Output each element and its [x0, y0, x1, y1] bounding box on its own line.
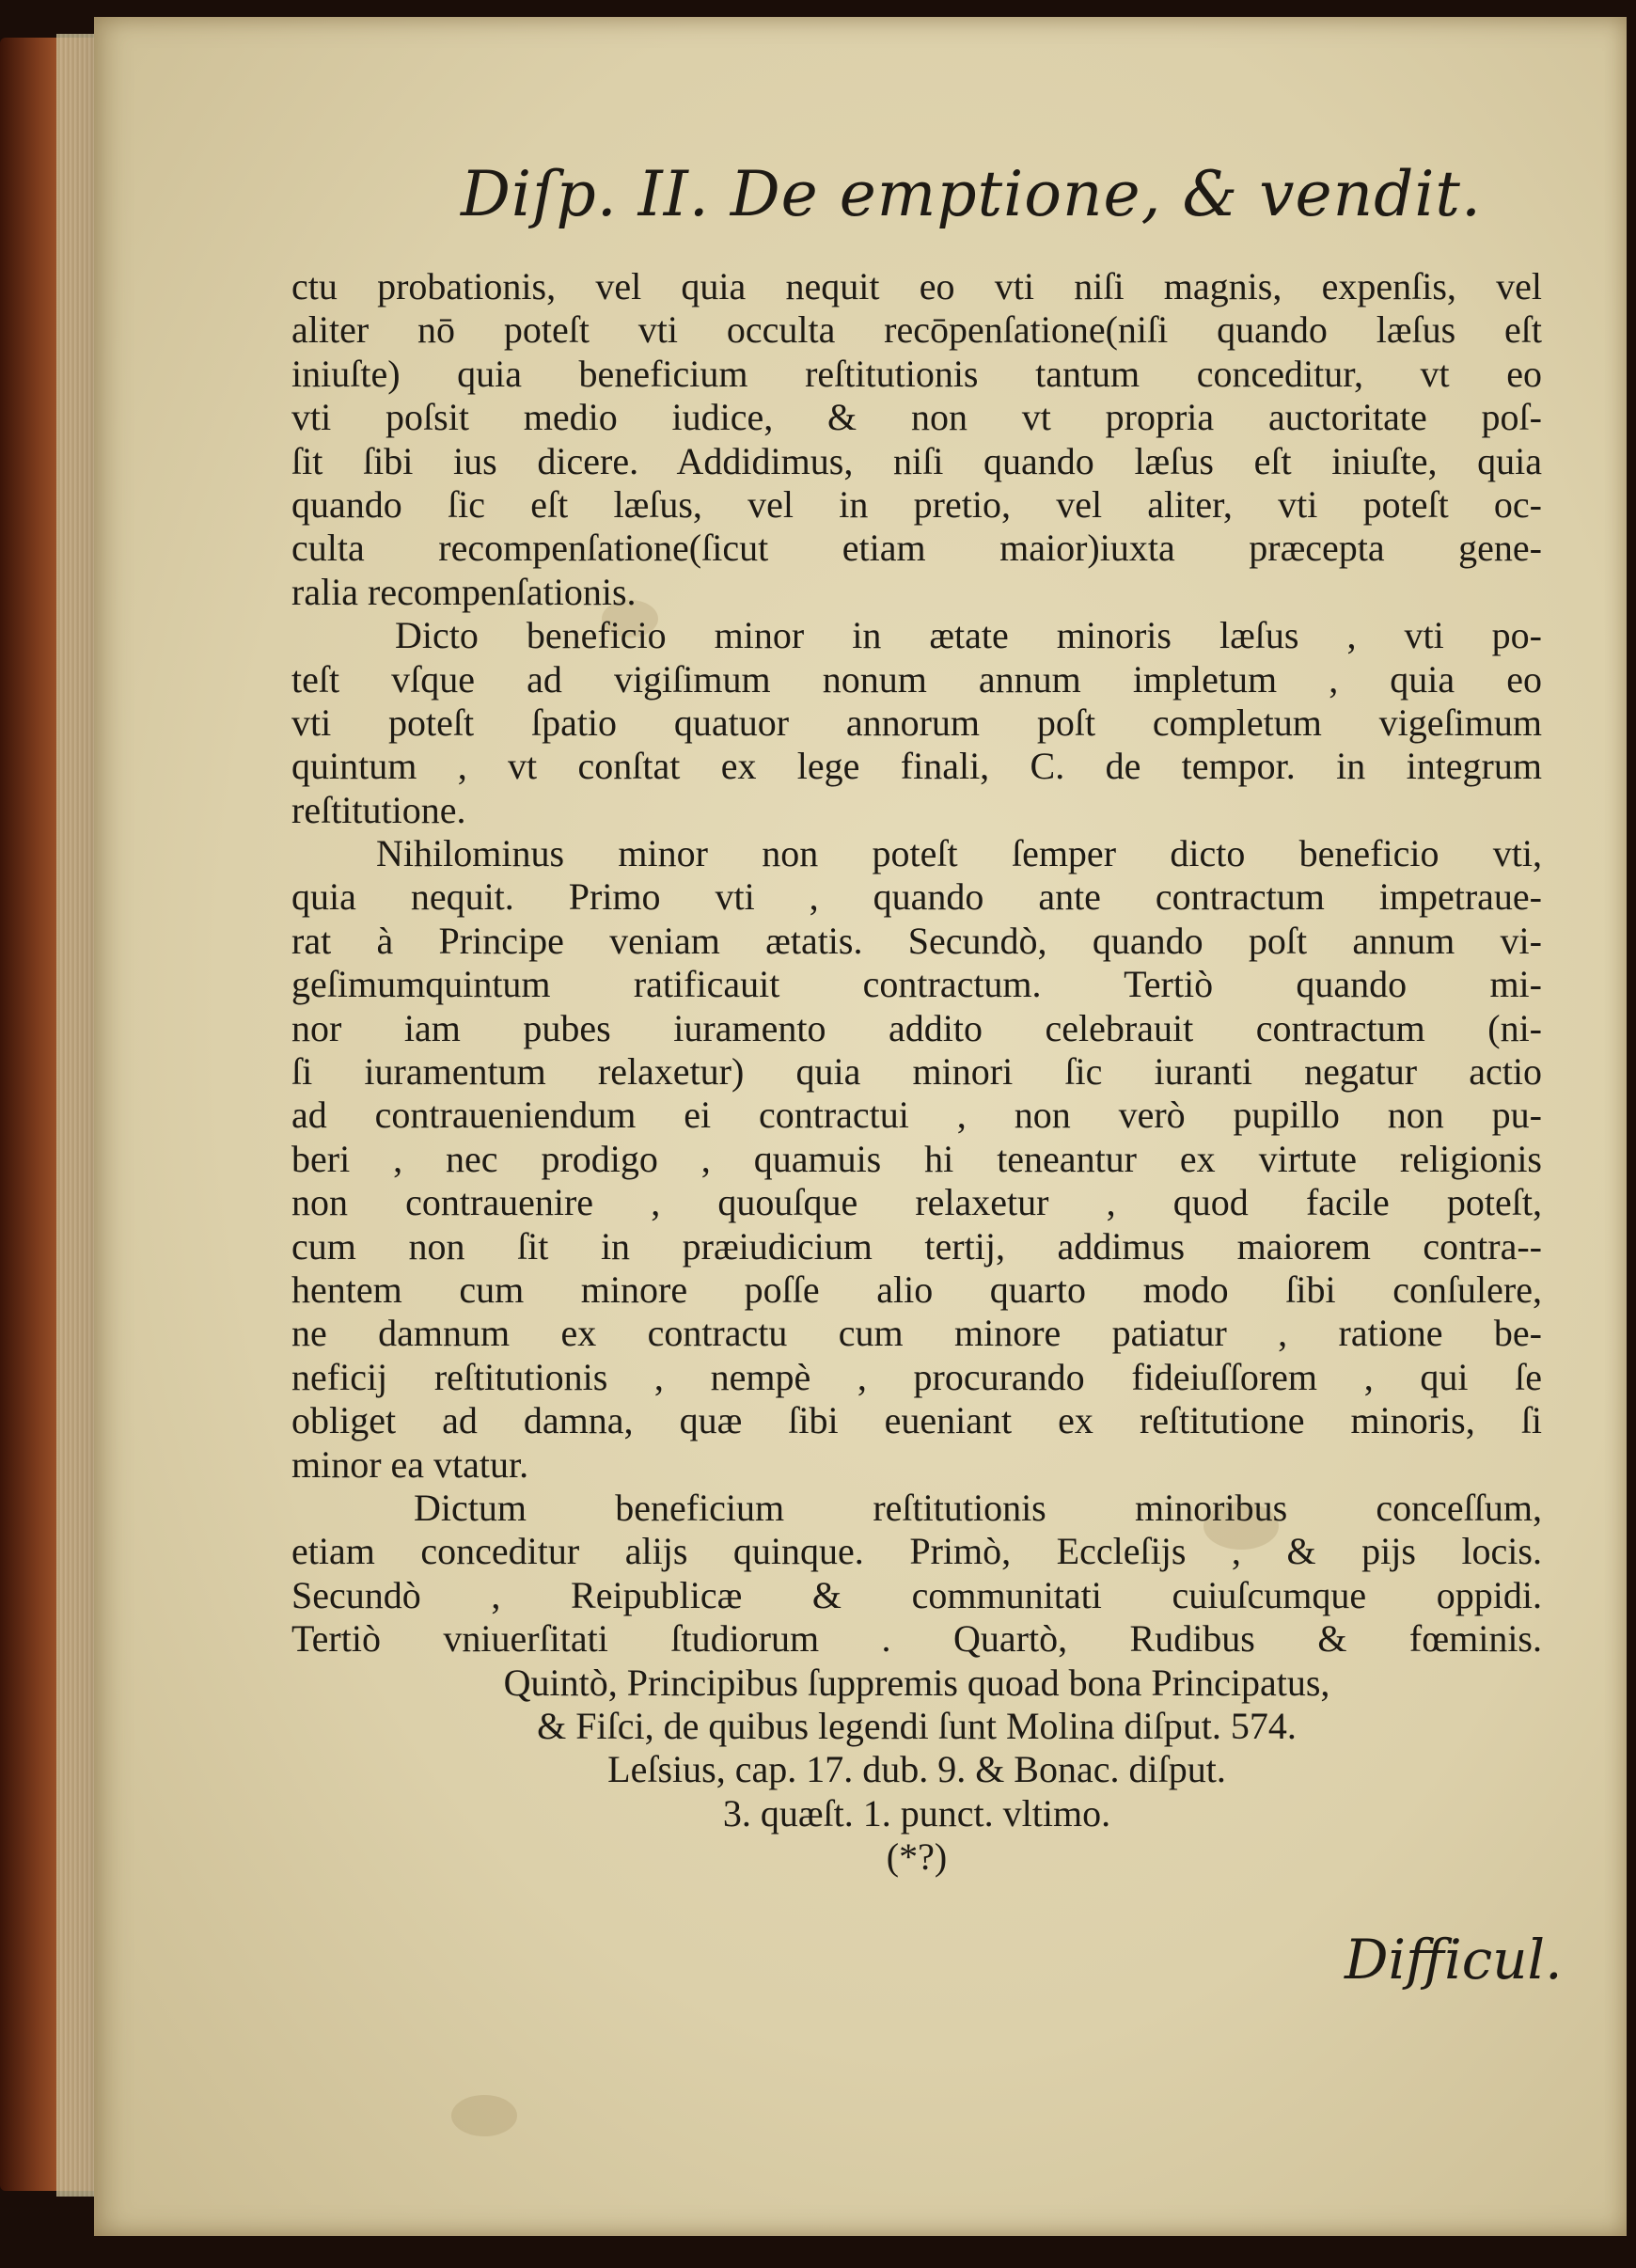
text-line: & Fiſci, de quibus legendi ſunt Molina diſput. 574. — [537, 1704, 1297, 1747]
text-line: ralia recompenſationis. — [291, 570, 637, 613]
text-line: vti poteſt ſpatio quatuor annorum poſt completum vigeſimum — [291, 701, 1542, 744]
text-line: nor iam pubes iuramento addito celebrauit contractum (ni- — [291, 1006, 1542, 1049]
text-line: minor ea vtatur. — [291, 1442, 529, 1486]
text-line: obliget ad damna, quæ ſibi eueniant ex reſtitutione minoris, ſi — [291, 1399, 1542, 1442]
signature-mark: (*?) — [886, 1835, 948, 1879]
paragraph-4 — [291, 1487, 1542, 1662]
text-line: teſt vſque ad vigiſimum nonum annum impletum , quia eo — [291, 657, 1542, 701]
text-line: ſit ſibi ius dicere. Addidimus, niſi quando læſus eſt iniuſte, quia — [291, 439, 1542, 482]
paper-stain — [451, 2095, 517, 2136]
closing-block — [291, 1662, 1542, 1880]
paragraph-2 — [291, 614, 1542, 832]
text-line: quintum , vt conſtat ex lege finali, C. de tempor. in integrum — [291, 745, 1542, 788]
text-line: Leſsius, cap. 17. dub. 9. & Bonac. diſput. — [607, 1748, 1226, 1791]
text-line: quando ſic eſt læſus, vel in pretio, vel aliter, vti poteſt oc- — [291, 482, 1542, 526]
text-line: non contrauenire , quouſque relaxetur , quod facile poteſt, — [291, 1181, 1542, 1224]
paragraph-3 — [291, 832, 1542, 1487]
text-line: Secundò , Reipublicæ & communitati cuiuſcumque oppidi. — [291, 1573, 1542, 1616]
page-body — [291, 265, 1542, 1879]
text-line: hentem cum minore poſſe alio quarto modo ſibi conſulere, — [291, 1268, 1542, 1311]
text-line: etiam conceditur alijs quinque. Primò, Eccleſijs , & pijs locis. — [291, 1530, 1542, 1573]
text-line: vti poſsit medio iudice, & non vt propria auctoritate poſ- — [291, 396, 1542, 439]
text-line: Dicto beneficio minor in ætate minoris læſus , vti po- — [395, 614, 1542, 657]
text-line: neficij reſtitutionis , nempè , procurando fideiuſſorem , qui ſe — [291, 1355, 1542, 1398]
text-line: beri , nec prodigo , quamuis hi teneantur ex virtute religionis — [291, 1137, 1542, 1180]
text-line: Quintò, Principibus ſuppremis quoad bona Principatus, — [503, 1661, 1330, 1704]
text-line: ad contraueniendum ei contractui , non verò pupillo non pu- — [291, 1094, 1542, 1137]
text-line: ſi iuramentum relaxetur) quia minori ſic iuranti negatur actio — [291, 1050, 1542, 1094]
text-line: reſtitutione. — [291, 788, 466, 831]
text-line: ne damnum ex contractu cum minore patiatur , ratione be- — [291, 1312, 1542, 1355]
catchword: Difficul. — [1345, 1928, 1563, 1992]
text-line: ctu probationis, vel quia nequit eo vti niſi magnis, expenſis, vel — [291, 265, 1542, 307]
text-line: Dictum beneficium reſtitutionis minoribus conceſſum, — [414, 1486, 1542, 1529]
text-line: rat à Principe veniam ætatis. Secundò, quando poſt annum vi- — [291, 919, 1542, 962]
running-header: Diſp. II. De emptione, & vendit. — [461, 158, 1482, 230]
text-line: 3. quæſt. 1. punct. vltimo. — [722, 1791, 1111, 1835]
text-line: geſimumquintum ratificauit contractum. Tertiò quando mi- — [291, 963, 1542, 1006]
paragraph-1 — [291, 265, 1542, 614]
text-line: culta recompenſatione(ſicut etiam maior)iuxta præcepta gene- — [291, 527, 1542, 570]
text-line: Nihilominus minor non poteſt ſemper dicto beneficio vti, — [376, 832, 1542, 875]
text-line: quia nequit. Primo vti , quando ante contractum impetraue- — [291, 875, 1542, 919]
text-line: aliter nō poteſt vti occulta recōpenſatione(niſi quando læſus eſt — [291, 308, 1542, 352]
text-line: iniuſte) quia beneficium reſtitutionis tantum conceditur, vt eo — [291, 352, 1542, 395]
text-line: cum non ſit in præiudicium tertij, addimus maiorem contra-- — [291, 1224, 1542, 1268]
text-line: Tertiò vniuerſitati ſtudiorum . Quartò, Rudibus & fœminis. — [291, 1617, 1542, 1661]
